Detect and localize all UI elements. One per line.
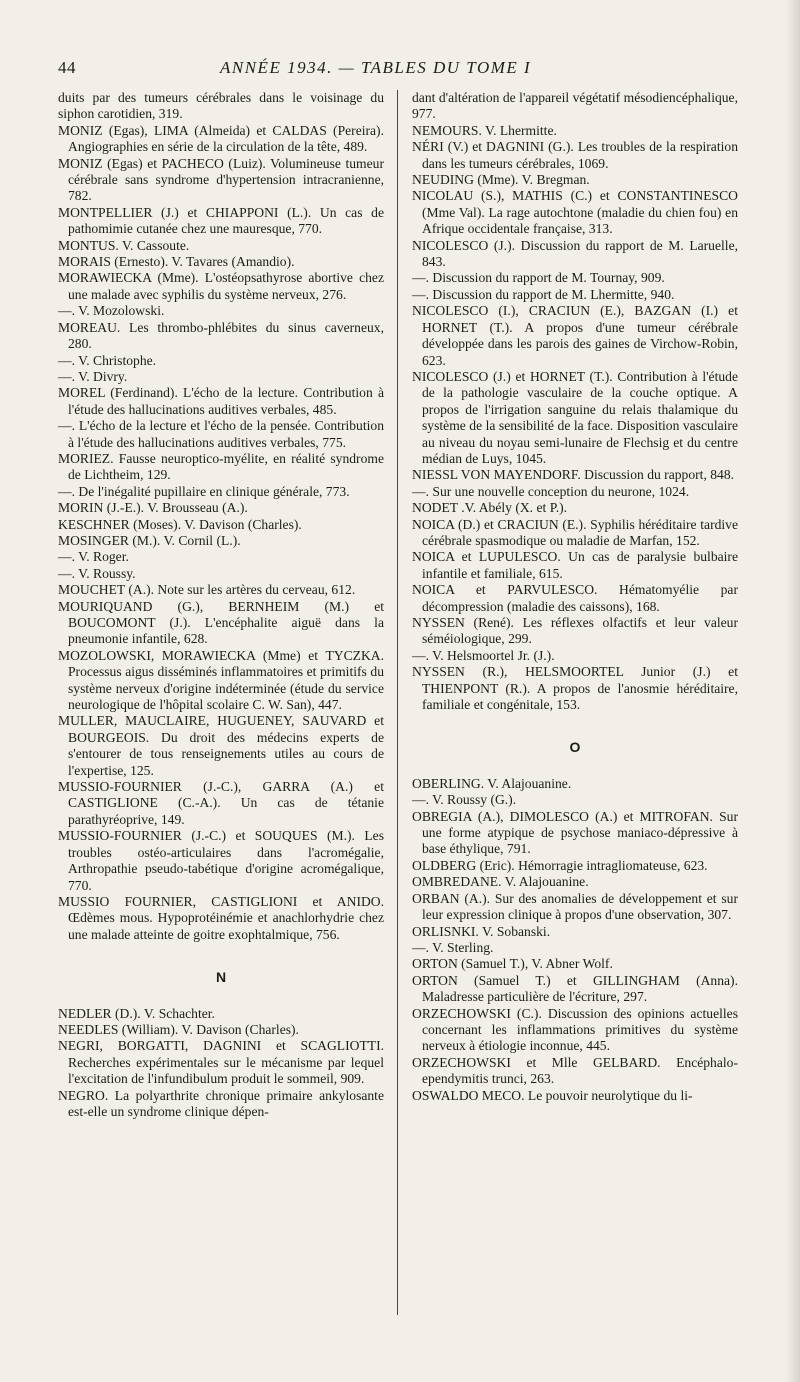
- index-entry: ORBAN (A.). Sur des anomalies de développement et sur leur expression clinique à propos d'une observation, 307.: [412, 890, 738, 923]
- index-entry: OMBREDANE. V. Alajouanine.: [412, 874, 589, 890]
- index-entry: OSWALDO MECO. Le pouvoir neurolytique du li-: [412, 1087, 693, 1103]
- index-entry: MUSSIO FOURNIER, CASTIGLIONI et ANIDO. Œdèmes mous. Hypoprotéinémie et anachlorhydrie chez une malade atteinte de goitre exophtalmique, 756.: [58, 893, 384, 942]
- index-entry: NOICA et PARVULESCO. Hématomyélie par décompression (maladie des caissons), 168.: [412, 582, 738, 614]
- section-letter-n: N: [215, 969, 227, 986]
- index-entry: NICOLESCO (I.), CRACIUN (E.), BAZGAN (I.) et HORNET (T.). A propos d'une tumeur cérébrale développée dans les parois des gaines de Virchow-Robin, 623.: [412, 303, 738, 368]
- index-entry: MOURIQUAND (G.), BERNHEIM (M.) et BOUCOMONT (J.). L'encéphalite aiguë dans la pneumonie infantile, 628.: [58, 598, 384, 647]
- index-entry: —. V. Sterling.: [412, 939, 494, 955]
- index-entry: —. V. Roussy.: [58, 565, 136, 581]
- index-entry: NEDLER (D.). V. Schachter.: [58, 1005, 215, 1021]
- index-entry: NEGRI, BORGATTI, DAGNINI et SCAGLIOTTI. Recherches expérimentales sur le mécanisme par lequel l'excitation de l'infundibulum produit le sommeil, 909.: [58, 1038, 384, 1087]
- index-entry: —. Discussion du rapport de M. Lhermitte, 940.: [412, 286, 675, 302]
- index-entry: MULLER, MAUCLAIRE, HUGUENEY, SAUVARD et BOURGEOIS. Du droit des médecins experts de s'entourer de tous renseignements utiles au cours de l'expertise, 125.: [58, 713, 384, 778]
- page-edge-shadow: [786, 0, 800, 1382]
- index-entry: MOREAU. Les thrombo-phlébites du sinus caverneux, 280.: [58, 319, 384, 352]
- index-entry: MONIZ (Egas), LIMA (Almeida) et CALDAS (Pereira). Angiographies en série de la circulation de la tête, 489.: [58, 122, 384, 155]
- index-entry: —. Discussion du rapport de M. Tournay, 909.: [412, 270, 665, 286]
- index-entry: MOSINGER (M.). V. Cornil (L.).: [58, 532, 241, 548]
- index-entry: MOREL (Ferdinand). L'écho de la lecture. Contribution à l'étude des hallucinations auditives verbales, 485.: [58, 385, 384, 417]
- page-number: 44: [58, 58, 76, 77]
- index-entry: —. V. Divry.: [58, 368, 128, 384]
- column-divider: [397, 90, 398, 1315]
- index-entry: ORTON (Samuel T.) et GILLINGHAM (Anna). Maladresse particulière de l'écriture, 297.: [412, 972, 738, 1005]
- index-entry: —. V. Roger.: [58, 549, 129, 565]
- index-entry: MONTPELLIER (J.) et CHIAPPONI (L.). Un cas de pathomimie cutanée chez une mauresque, 770.: [58, 204, 384, 237]
- index-entry: MONTUS. V. Cassoute.: [58, 237, 190, 253]
- index-entry: NEUDING (Mme). V. Bregman.: [412, 172, 590, 188]
- index-entry: OBERLING. V. Alajouanine.: [412, 775, 572, 791]
- running-title: ANNÉE 1934. — TABLES DU TOME I: [220, 58, 532, 77]
- index-entry: NICOLESCO (J.). Discussion du rapport de M. Laruelle, 843.: [412, 237, 738, 270]
- index-entry: KESCHNER (Moses). V. Davison (Charles).: [58, 516, 302, 532]
- index-entry: —. De l'inégalité pupillaire en clinique générale, 773.: [58, 483, 350, 499]
- index-entry: MUSSIO-FOURNIER (J.-C.), GARRA (A.) et CASTIGLIONE (C.-A.). Un cas de tétanie parathyréoprive, 149.: [58, 779, 384, 827]
- index-entry: NÉRI (V.) et DAGNINI (G.). Les troubles de la respiration dans les tumeurs cérébrales, 1069.: [412, 139, 738, 171]
- index-entry: NIESSL VON MAYENDORF. Discussion du rapport, 848.: [412, 467, 735, 483]
- index-entry: duits par des tumeurs cérébrales dans le voisinage du siphon carotidien, 319.: [58, 90, 384, 122]
- index-entry: —. V. Mozolowski.: [58, 303, 165, 319]
- index-entry: MORIEZ. Fausse neuroptico-myélite, en réalité syndrome de Lichtheim, 129.: [58, 450, 384, 483]
- index-entry: NICOLESCO (J.) et HORNET (T.). Contribution à l'étude de la pathologie vasculaire de la couche optique. A propos de l'irrigation sanguine du relais thalamique du système de la sensibilité de la face. Disposition vasculaire au niveau du noyau semi-lunaire de Flechsig et du centre médian de Luys, 1045.: [412, 368, 738, 466]
- index-entry: NOICA et LUPULESCO. Un cas de paralysie bulbaire infantile et familiale, 615.: [412, 549, 738, 581]
- index-entry: —. L'écho de la lecture et l'écho de la pensée. Contribution à l'étude des hallucinations auditives verbales, 775.: [58, 418, 384, 450]
- index-entry: ORLISNKI. V. Sobanski.: [412, 923, 551, 939]
- index-entry: MONIZ (Egas) et PACHECO (Luiz). Volumineuse tumeur cérébrale sans syndrome d'hypertension intracranienne, 782.: [58, 155, 384, 204]
- index-entry: —. V. Helsmoortel Jr. (J.).: [412, 647, 555, 663]
- index-entry: NICOLAU (S.), MATHIS (C.) et CONSTANTINESCO (Mme Val). La rage autochtone (maladie du chien fou) en Afrique occidentale française, 313.: [412, 188, 738, 237]
- index-entry-continuation: dant d'altération de l'appareil végétatif mésodiencéphalique, 977.: [412, 90, 738, 122]
- index-entry: MORAIS (Ernesto). V. Tavares (Amandio).: [58, 254, 295, 270]
- index-entry: —. V. Christophe.: [58, 352, 157, 368]
- index-entry: NEGRO. La polyarthrite chronique primaire ankylosante est-elle un syndrome clinique dépen-: [58, 1087, 384, 1119]
- index-entry: NEMOURS. V. Lhermitte.: [412, 122, 557, 138]
- index-entry: MORIN (J.-E.). V. Brousseau (A.).: [58, 500, 248, 516]
- index-entry: NODET .V. Abély (X. et P.).: [412, 500, 568, 516]
- left-column: [58, 90, 384, 1120]
- index-entry: NYSSEN (René). Les réflexes olfactifs et leur valeur séméiologique, 299.: [412, 615, 738, 647]
- index-entry: ORTON (Samuel T.), V. Abner Wolf.: [412, 956, 613, 972]
- index-entry: ORZECHOWSKI et Mlle GELBARD. Encéphalo-ependymitis trunci, 263.: [412, 1054, 738, 1087]
- index-entry: MOUCHET (A.). Note sur les artères du cerveau, 612.: [58, 582, 356, 598]
- section-letter-o: O: [569, 739, 581, 756]
- index-entry: MORAWIECKA (Mme). L'ostéopsathyrose abortive chez une malade avec syphilis du système nerveux, 276.: [58, 270, 384, 302]
- index-entry: NOICA (D.) et CRACIUN (E.). Syphilis héréditaire tardive cérébrale spasmodique ou maladie de Marfan, 152.: [412, 516, 738, 548]
- index-entry: ORZECHOWSKI (C.). Discussion des opinions actuelles concernant les inflammations primitives du système nerveux à étiologie inconnue, 445.: [412, 1005, 738, 1054]
- index-entry: MOZOLOWSKI, MORAWIECKA (Mme) et TYCZKA. Processus aigus disséminés inflammatoires et primitifs du système nerveux d'origine indéterminée (étude du service neurologique de l'hôpital scolaire C. W. San), 447.: [58, 647, 384, 713]
- index-entry: OLDBERG (Eric). Hémorragie intragliomateuse, 623.: [412, 857, 708, 873]
- index-entry: NEEDLES (William). V. Davison (Charles).: [58, 1021, 299, 1037]
- index-entry: —. Sur une nouvelle conception du neurone, 1024.: [412, 483, 690, 499]
- right-column: [412, 90, 738, 1104]
- index-entry: OBREGIA (A.), DIMOLESCO (A.) et MITROFAN. Sur une forme atypique de psychose maniaco-dépressive à base éthylique, 791.: [412, 808, 738, 857]
- index-entry: MUSSIO-FOURNIER (J.-C.) et SOUQUES (M.). Les troubles ostéo-articulaires dans l'acromégalie, Arthropathie pseudo-tabétique d'origine acromégalique, 770.: [58, 828, 384, 893]
- index-entry: NYSSEN (R.), HELSMOORTEL Junior (J.) et THIENPONT (R.). A propos de l'anosmie héréditaire, familiale et congénitale, 153.: [412, 664, 738, 713]
- index-entry: —. V. Roussy (G.).: [412, 792, 517, 808]
